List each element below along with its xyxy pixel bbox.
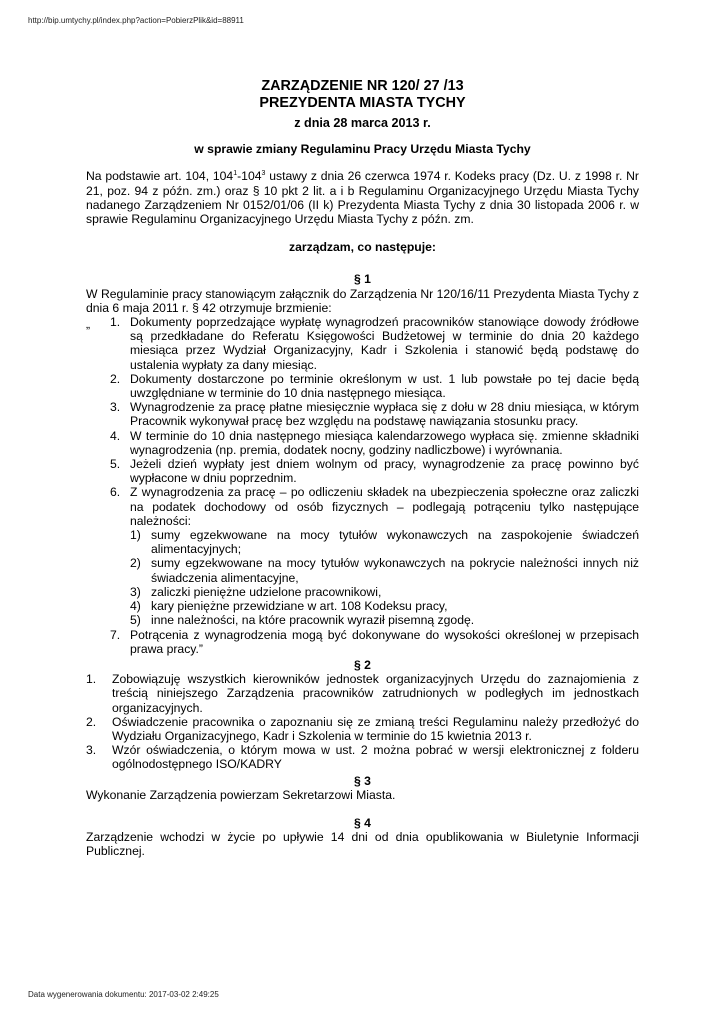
generation-date: Data wygenerowania dokumentu: 2017-03-02 2:49:25 — [28, 990, 219, 999]
sub-list-item: 1) sumy egzekwowane na mocy tytułów wykonawczych na zaspokojenie świadczeń alimentacyjnych; — [130, 528, 639, 557]
section-2-list — [86, 672, 639, 771]
document-subject: w sprawie zmiany Regulaminu Pracy Urzędu Miasta Tychy — [194, 142, 531, 157]
decree-phrase: zarządzam, co następuje: — [289, 240, 436, 255]
document-date: z dnia 28 marca 2013 r. — [294, 116, 431, 130]
opening-quote-mark: „ — [86, 317, 91, 332]
list-item: 2. Dokumenty dostarczone po terminie określonym w ust. 1 lub powstałe po tej dacie będą uwzględniane w terminie do 10 dnia następnego miesiąca. — [110, 371, 639, 401]
section-1-list — [86, 315, 639, 656]
page-url: http://bip.umtychy.pl/index.php?action=PobierzPlik&id=88911 — [28, 16, 244, 25]
list-item: 3. Wynagrodzenie za pracę płatne miesięcznie wypłaca się z dołu w 28 dniu miesiąca, w którym Pracownik wykonywał pracę bez względu na podstawę nawiązania stosunku pracy. — [110, 400, 639, 429]
list-item: „ 1. Dokumenty poprzedzające wypłatę wynagrodzeń pracowników stanowiące dowody źródłowe są przedkładane do Referatu Księgowości Budżetowej w terminie do dnia 20 każdego miesiąca przez Wydział Organizacyjny, Kadr i Szkolenia i stanowić będą podstawę do ustalenia wypłaty za dany miesiąc. — [86, 315, 639, 372]
list-item: 5. Jeżeli dzień wypłaty jest dniem wolnym od pracy, wynagrodzenie za pracę powinno być wypłacone w dniu poprzednim. — [110, 457, 639, 486]
section-4-heading: § 4 — [354, 815, 371, 830]
list-item: 1. Zobowiązuję wszystkich kierowników jednostek organizacyjnych Urzędu do zaznajomienia z treścią niniejszego Zarządzenia pracowników zatrudnionych w podległych im jednostkach organizacyjnych. — [86, 672, 639, 715]
sub-list-item: 2) sumy egzekwowane na mocy tytułów wykonawczych na pokrycie należności innych niż świadczenia alimentacyjne, — [130, 556, 639, 585]
document-body — [86, 78, 639, 859]
title-line-1: ZARZĄDZENIE NR 120/ 27 /13 — [261, 78, 464, 94]
preamble: Na podstawie art. 104, $104^1-104^3$ ustawy z dnia 26 czerwca 1974 r. Kodeks pracy (Dz. U. z 1998 r. Nr 21, poz. 94 z późn. zm.) oraz § 10 pkt 2 lit. a i b Regulaminu Organizacyjnego Urzędu Miasta Tychy nadanego Zarządzeniem Nr 0152/01/06 (II k) Prezydenta Miasta Tychy z dnia 30 listopada 2006 r. w sprawie Regulaminu Organizacyjnego Urzędu Miasta Tychy z późn. zm. — [86, 169, 639, 227]
list-item: 3. Wzór oświadczenia, o którym mowa w ust. 2 można pobrać w wersji elektronicznej z folderu ogólnodostępnego ISO/KADRY — [86, 743, 639, 772]
list-item: 4. W terminie do 10 dnia następnego miesiąca kalendarzowego wypłaca się. zmienne składniki wynagrodzenia (np. premia, dodatek nocny, godziny nadliczbowe) i wyrównania. — [110, 428, 639, 457]
section-4-text: Zarządzenie wchodzi w życie po upływie 14 dni od dnia opublikowania w Biuletynie Informacji Publicznej. — [86, 830, 639, 859]
sub-list-item: 4) kary pieniężne przewidziane w art. 108 Kodeksu pracy, — [130, 599, 448, 614]
section-3-heading: § 3 — [354, 773, 371, 788]
section-1-heading: § 1 — [354, 272, 371, 287]
section-2-heading: § 2 — [354, 657, 371, 672]
section-1-intro: W Regulaminie pracy stanowiącym załącznik do Zarządzenia Nr 120/16/11 Prezydenta Miasta Tychy z dnia 6 maja 2011 r. § 42 otrzymuje brzmienie: — [86, 286, 639, 315]
title-line-2: PREZYDENTA MIASTA TYCHY — [259, 95, 466, 111]
list-item: 2. Oświadczenie pracownika o zapoznaniu się ze zmianą treści Regulaminu należy przedłożyć do Wydziału Organizacyjnego, Kadr i Szkolenia w terminie do 15 kwietnia 2013 r. — [86, 714, 639, 743]
section-3-text: Wykonanie Zarządzenia powierzam Sekretarzowi Miasta. — [86, 787, 396, 802]
sub-list-item: 3) zaliczki pieniężne udzielone pracownikowi, — [130, 584, 382, 599]
list-item: 6. Z wynagrodzenia za pracę – po odliczeniu składek na ubezpieczenia społeczne oraz zaliczki na podatek dochodowy od osób fizycznych – podlegają potrąceniu tylko następujące należności: — [110, 485, 639, 528]
list-item: 7. Potrącenia z wynagrodzenia mogą być dokonywane do wysokości określonej w przepisach prawa pracy.” — [110, 627, 639, 656]
sub-list-item: 5) inne należności, na które pracownik wyraził pisemną zgodę. — [130, 613, 475, 628]
